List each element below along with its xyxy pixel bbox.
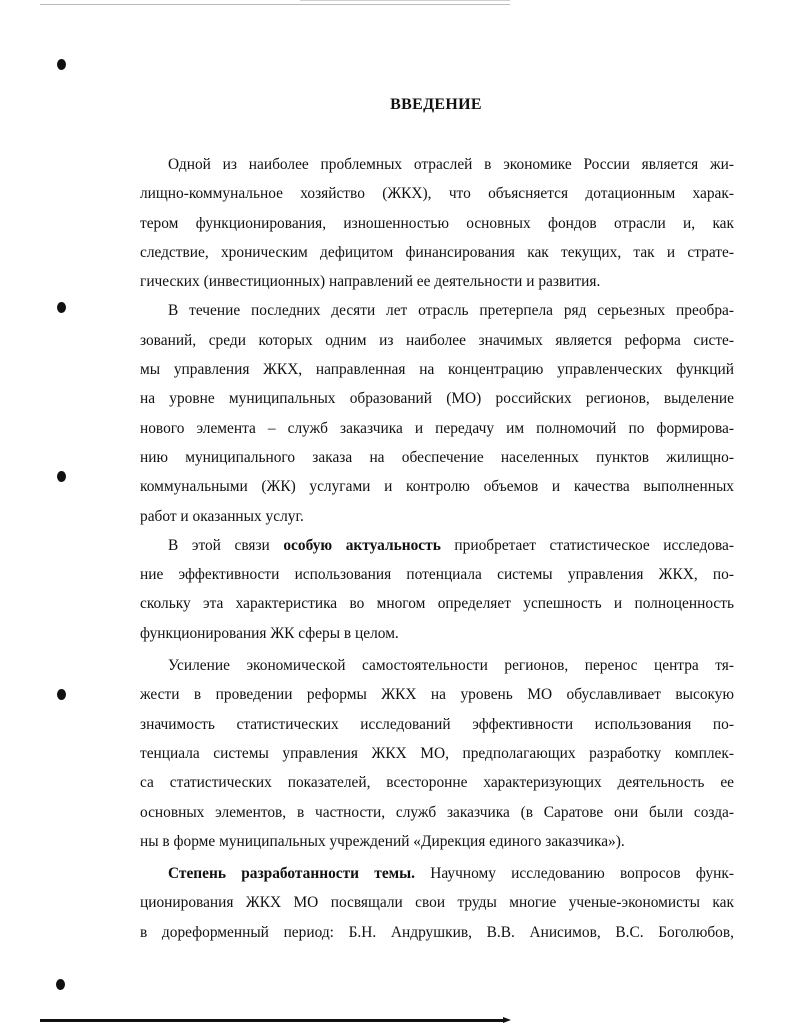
- text-line: зований, среди которых одним из наиболее значимых является реформа систе-: [140, 331, 734, 349]
- text-line: основных элементов, в частности, служб заказчика (в Саратове они были созда-: [140, 803, 734, 821]
- text-line: гических (инвестиционных) направлений ее деятельности и развития.: [140, 273, 601, 291]
- text-line: на уровне муниципальных образований (МО) российских регионов, выделение: [140, 390, 734, 408]
- binder-hole-icon: [57, 471, 66, 482]
- binder-hole-icon: [57, 59, 66, 70]
- text-line: следствие, хроническим дефицитом финансирования как текущих, так и страте-: [140, 243, 734, 261]
- page-title: ВВЕДЕНИЕ: [390, 96, 482, 113]
- text-line: значимость статистических исследований эффективности использования по-: [140, 715, 734, 733]
- text-line: В течение последних десяти лет отрасль претерпела ряд серьезных преобра-: [168, 302, 734, 320]
- text-line: жести в проведении реформы ЖКХ на уровень МО обуславливает высокую: [140, 686, 734, 704]
- paragraph-5: [140, 859, 734, 947]
- text-line: коммунальными (ЖК) услугами и контролю объемов и качества выполненных: [140, 478, 734, 496]
- scan-edge-line: [503, 1017, 511, 1023]
- text-line: мы управления ЖКХ, направленная на концентрацию управленческих функций: [140, 361, 734, 379]
- text-line: ны в форме муниципальных учреждений «Дирекция единого заказчика»).: [140, 832, 625, 850]
- text-run: Научному исследованию вопросов функ-: [415, 865, 734, 883]
- binder-hole-icon: [56, 979, 65, 990]
- scan-edge-line: [40, 1019, 505, 1022]
- text-line: тером функционирования, изношенностью основных фондов отрасли и, как: [140, 214, 734, 232]
- binder-hole-icon: [57, 302, 66, 313]
- text-line: са статистических показателей, всесторонне характеризующих деятельность ее: [140, 774, 734, 792]
- text-line: [140, 531, 734, 560]
- section-heading-inline: Степень разработанности темы.: [168, 865, 416, 883]
- text-line: тенциала системы управления ЖКХ МО, предполагающих разработку комплек-: [140, 744, 734, 762]
- scan-edge-line: [300, 0, 510, 1]
- paragraph-1: [140, 150, 734, 296]
- emphasis-text: особую актуальность: [283, 536, 441, 554]
- text-line: работ и оказанных услуг.: [140, 507, 304, 525]
- text-line: лищно-коммунальное хозяйство (ЖКХ), что объясняется дотационным харак-: [140, 185, 734, 203]
- paragraph-4: [140, 651, 734, 856]
- text-line: нию муниципального заказа на обеспечение населенных пунктов жилищно-: [140, 448, 734, 466]
- paragraph-2: [140, 296, 734, 530]
- text-line: ние эффективности использования потенциала системы управления ЖКХ, по-: [140, 566, 734, 584]
- binder-hole-icon: [57, 689, 66, 700]
- text-line: функционирования ЖК сферы в целом.: [140, 624, 399, 642]
- text-run: приобретает статистическое исследова-: [440, 536, 734, 554]
- text-line: скольку эта характеристика во многом определяет успешность и полноценность: [140, 595, 734, 613]
- paragraph-3: [140, 531, 734, 648]
- text-line: в дореформенный период: Б.Н. Андрушкив, В.В. Анисимов, В.С. Боголюбов,: [140, 923, 734, 941]
- scan-edge-line: [40, 4, 510, 5]
- text-line: Одной из наиболее проблемных отраслей в экономике России является жи-: [168, 156, 734, 173]
- text-line: Усиление экономической самостоятельности регионов, перенос центра тя-: [168, 657, 734, 675]
- body-text: [140, 150, 734, 947]
- text-line: нового элемента – служб заказчика и передачу им полномочий по формирова-: [140, 419, 734, 437]
- text-line: ционирования ЖКХ МО посвящали свои труды многие ученые-экономисты как: [140, 894, 734, 912]
- text-run: В этой связи: [168, 536, 284, 554]
- text-line: [140, 859, 734, 888]
